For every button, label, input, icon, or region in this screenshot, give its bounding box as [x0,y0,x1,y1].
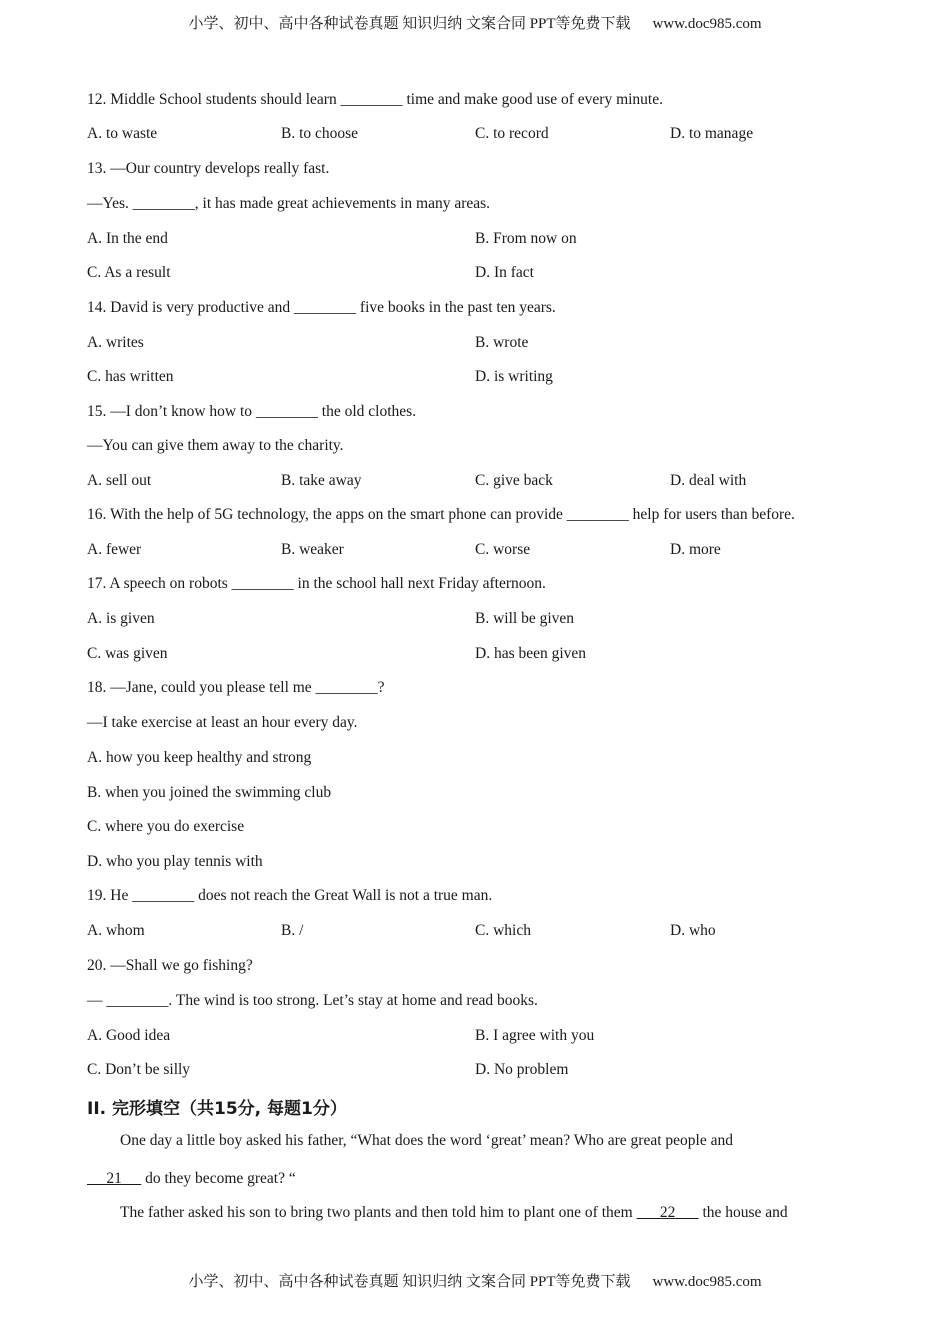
q19-option-c: C. which [475,922,531,939]
q15-option-a: A. sell out [87,472,152,489]
page-header [0,12,950,33]
cloze-paragraph-1-line-1: One day a little boy asked his father, “What does the word ‘great’ mean? Who are great people and [120,1132,733,1149]
cloze-paragraph-1-line-2: 21 do they become great? “ [87,1169,296,1189]
q20-option-a: A. Good idea [87,1027,171,1044]
q20-option-b: B. I agree with you [475,1027,595,1044]
question-13-reply: —Yes. ________, it has made great achievements in many areas. [87,195,491,212]
question-16-stem: 16. With the help of 5G technology, the apps on the smart phone can provide ________ help for users than before. [87,506,795,523]
q16-option-a: A. fewer [87,541,142,558]
q14-option-a: A. writes [87,334,144,351]
q18-option-a: A. how you keep healthy and strong [87,749,312,766]
q17-option-a: A. is given [87,610,155,627]
question-15-stem: 15. —I don’t know how to ________ the old clothes. [87,403,417,420]
header-url[interactable]: www.doc985.com [652,16,762,32]
q17-option-d: D. has been given [475,645,587,662]
question-20-stem: 20. —Shall we go fishing? [87,957,253,974]
q18-option-b: B. when you joined the swimming club [87,784,332,801]
q13-option-a: A. In the end [87,230,168,247]
question-14-stem: 14. David is very productive and ________ five books in the past ten years. [87,299,556,316]
question-13-stem: 13. —Our country develops really fast. [87,160,330,177]
question-12-stem: 12. Middle School students should learn ________ time and make good use of every minute. [87,91,663,108]
question-15-reply: —You can give them away to the charity. [87,437,344,454]
q19-option-b: B. / [281,922,304,939]
question-19-stem: 19. He ________ does not reach the Great Wall is not a true man. [87,887,493,904]
q12-option-d: D. to manage [670,125,754,142]
q16-option-c: C. worse [475,541,531,558]
q12-option-a: A. to waste [87,125,158,142]
q13-option-c: C. As a result [87,264,171,281]
q14-option-b: B. wrote [475,334,529,351]
blank-22: 22 [659,1204,676,1221]
q18-option-d: D. who you play tennis with [87,853,263,870]
q12-option-b: B. to choose [281,125,359,142]
blank-21: 21 [106,1170,122,1187]
q17-option-b: B. will be given [475,610,575,627]
section-2-title: II. 完形填空（共15分, 每题1分） [87,1099,347,1119]
footer-url[interactable]: www.doc985.com [652,1274,762,1290]
q13-option-b: B. From now on [475,230,577,247]
footer-text: 小学、初中、高中各种试卷真题 知识归纳 文案合同 PPT等免费下载 [188,1274,631,1290]
q19-option-a: A. whom [87,922,145,939]
q15-option-b: B. take away [281,472,362,489]
q18-option-c: C. where you do exercise [87,818,245,835]
question-18-reply: —I take exercise at least an hour every day. [87,714,358,731]
question-17-stem: 17. A speech on robots ________ in the school hall next Friday afternoon. [87,575,546,592]
q13-option-d: D. In fact [475,264,534,281]
q15-option-d: D. deal with [670,472,747,489]
q12-option-c: C. to record [475,125,549,142]
cloze-paragraph-2-line-1: The father asked his son to bring two plants and then told him to plant one of them 22 the house and [120,1204,788,1221]
q20-option-d: D. No problem [475,1061,569,1078]
question-20-reply: — ________. The wind is too strong. Let’s stay at home and read books. [87,992,538,1009]
q15-option-c: C. give back [475,472,553,489]
q20-option-c: C. Don’t be silly [87,1061,191,1078]
q16-option-b: B. weaker [281,541,344,558]
question-18-stem: 18. —Jane, could you please tell me ________? [87,679,385,696]
page-footer [0,1270,950,1291]
q16-option-d: D. more [670,541,721,558]
q14-option-d: D. is writing [475,368,553,385]
q14-option-c: C. has written [87,368,174,385]
q17-option-c: C. was given [87,645,168,662]
header-text: 小学、初中、高中各种试卷真题 知识归纳 文案合同 PPT等免费下载 [188,16,631,32]
q19-option-d: D. who [670,922,716,939]
